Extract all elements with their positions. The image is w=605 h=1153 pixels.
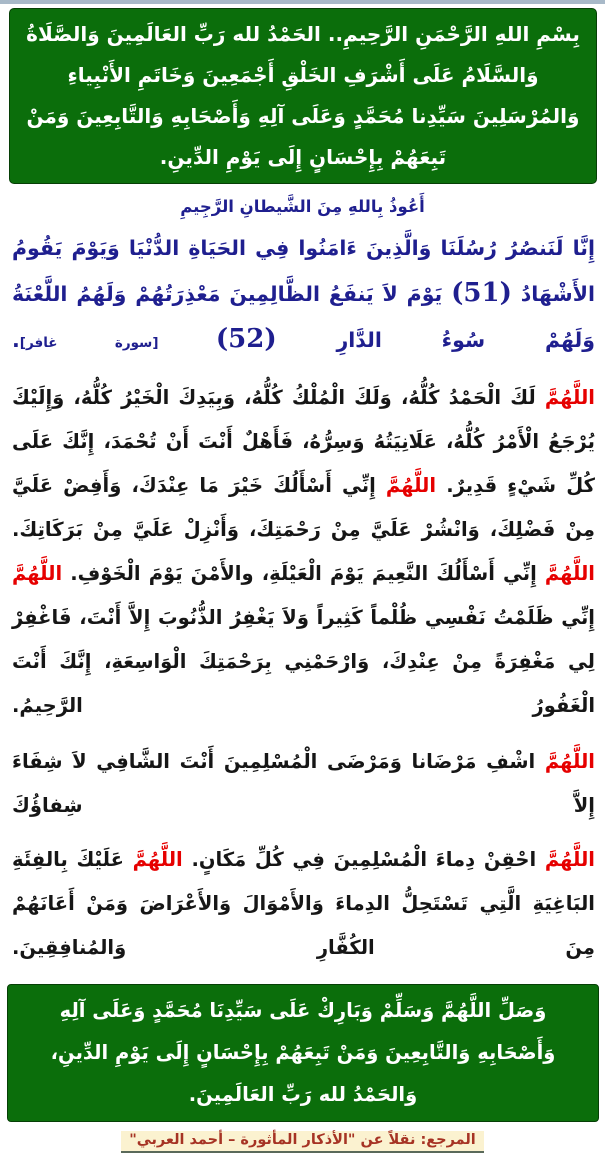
allahumma-red-7: اللَّهُمَّ: [132, 848, 183, 871]
allahumma-red-2: اللَّهُمَّ: [385, 474, 437, 497]
dua-protection-text-2: عَلَيْكَ بِالفِئَةِ البَاغِيَةِ الَّتِي تَسْتَحِلُّ الدِماءَ وَالأَمْوَالَ وَالأَعْرَاضَ وَمَنْ أَعَانَهُمْ مِنَ الكُفَّارِ وَالمُنافِقِينَ.: [12, 848, 595, 959]
source-citation-row: [0, 1129, 605, 1153]
verse-text-2: يَوْمَ لاَ يَنفَعُ الظَّالِمِينَ مَعْذِرَتُهُمْ وَلَهُمُ اللَّعْنَةُ وَلَهُمْ سُوءُ الدَّارِ: [12, 282, 595, 352]
allahumma-red-3: اللَّهُمَّ: [544, 562, 595, 585]
istiadha-line: [0, 197, 605, 216]
verse-number-52: (52): [215, 324, 277, 354]
dua-paragraph-healing: [12, 740, 595, 828]
source-citation: المرجع: نقلاً عن "الأذكار المأثورة – أحمد العربي": [121, 1131, 484, 1153]
dua-main-text-2: إِنِّي أَسْأَلُكَ خَيْرَ مَا عِنْدَكَ، وَأَفِضْ عَلَيَّ مِنْ فَضْلِكَ، وَانْشُرْ عَلَيَّ مِنْ رَحْمَتِكَ، وَأَنْزِلْ عَلَيَّ مِنْ بَرَكَاتِكَ.: [12, 474, 595, 541]
allahumma-red-5: اللَّهُمَّ: [544, 750, 595, 773]
verse-text-1: إِنَّا لَنَنصُرُ رُسُلَنَا وَالَّذِينَ ءَامَنُوا فِي الحَيَاةِ الدُّنْيَا وَيَوْمَ يَقُومُ الأَشْهَادُ: [12, 236, 595, 306]
dua-main-text-1: لَكَ الْحَمْدُ كُلُّهُ، وَلَكَ الْمُلْكُ كُلُّهُ، وَبِيَدِكَ الْخَيْرُ كُلُّهُ، وَإِلَيْكَ يُرْجَعُ الْأَمْرُ كُلُّهُ، عَلَانِيَتُهُ وَسِرُّهُ، فَأَهْلٌ أَنْتَ أَنْ تُحْمَدَ، إِنَّكَ عَلَى كُلِّ شَيْءٍ قَدِيرٌ.: [12, 386, 595, 497]
quran-verse-paragraph: [12, 226, 595, 366]
allahumma-red-6: اللَّهُمَّ: [544, 848, 595, 871]
dua-main-text-3: إِنِّي أَسْأَلُكَ النَّعِيمَ يَوْمَ الْعَيْلَةِ، والأَمْنَ يَوْمَ الْخَوْفِ.: [62, 562, 545, 585]
allahumma-red-4: اللَّهُمَّ: [12, 562, 63, 585]
allahumma-red-1: اللَّهُمَّ: [544, 386, 595, 409]
salawat-footer-box: [7, 984, 599, 1122]
basmala-text: بِسْمِ اللهِ الرَّحْمَنِ الرَّحِيمِ.. الحَمْدُ لله رَبِّ العَالَمِينَ وَالصَّلَاةُ وَالسَّلَامُ عَلَى أَشْرَفِ الخَلْقِ أَجْمَعِينَ وَخَاتَمِ الأَنْبِياءِ وَالمُرْسَلِينَ سَيِّدِنا مُحَمَّدٍ وَعَلَى آلِهِ وَأَصْحَابِهِ وَالتَّابِعِينَ وَمَنْ تَبِعَهُمْ بِإِحْسَانٍ إِلَى يَوْمِ الدِّينِ.: [26, 22, 580, 169]
verse-end-period: .: [12, 328, 20, 352]
istiadha-text: أَعُوذُ بِاللهِ مِنَ الشَّيطانِ الرَّجِيمِ: [180, 197, 425, 216]
verse-number-51: (51): [451, 278, 512, 308]
salawat-text: وَصَلِّ اللَّهُمَّ وَسَلِّمْ وَبَارِكْ عَلَى سَيِّدِنَا مُحَمَّدٍ وَعَلَى آلِهِ وَأَصْحَابِهِ وَالتَّابِعِينَ وَمَنْ تَبِعَهُمْ بِإِحْسَانٍ إِلَى يَوْمِ الدِّينِ، وَالحَمْدُ لله رَبِّ العَالَمِينَ.: [50, 999, 556, 1106]
dua-paragraph-protection: [12, 838, 595, 970]
dua-paragraph-main: [12, 376, 595, 728]
dua-main-text-4: إِنِّي ظَلَمْتُ نَفْسِي ظُلْماً كَثِيراً وَلاَ يَغْفِرُ الذُّنُوبَ إِلاَّ أَنْتَ، فَاغْفِرْ لِي مَغْفِرَةً مِنْ عِنْدِكَ، وَارْحَمْنِي بِرَحْمَتِكَ الْوَاسِعَةِ، إِنَّكَ أَنْتَ الْغَفُورُ الرَّحِيمُ.: [12, 606, 595, 717]
window-top-border: [0, 0, 605, 4]
surah-reference: [سورة غافر]: [19, 335, 216, 351]
basmala-header-box: [9, 8, 597, 184]
dua-healing-text: اشْفِ مَرْضَانا وَمَرْضَى الْمُسْلِمِينَ أَنْتَ الشَّافِي لاَ شِفَاءَ إِلاَّ شِفاؤُكَ: [12, 750, 595, 817]
dua-protection-text-1: احْقِنْ دِماءَ الْمُسْلِمِينَ فِي كُلِّ مَكَانٍ.: [182, 848, 545, 871]
